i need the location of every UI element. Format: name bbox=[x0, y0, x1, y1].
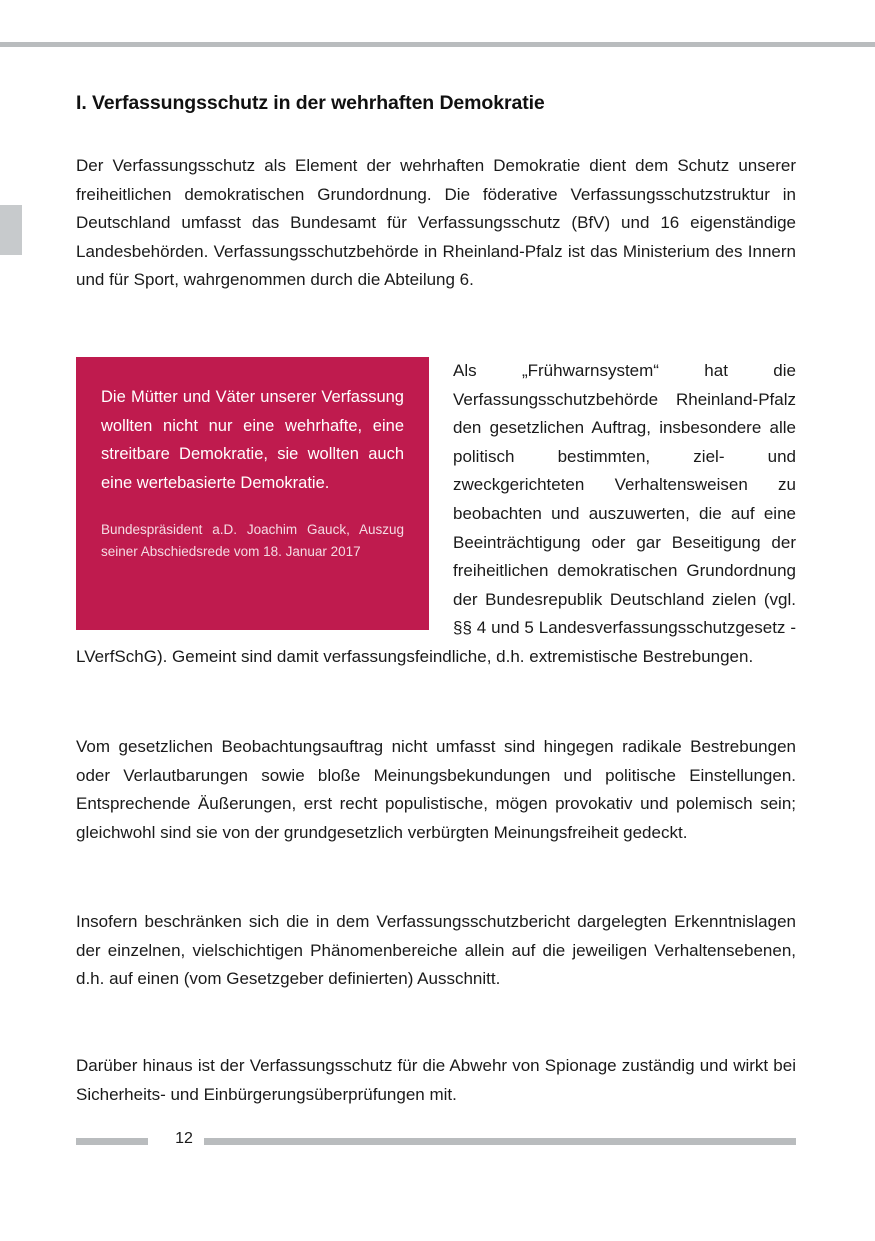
pull-quote-box bbox=[76, 357, 429, 630]
footer-rule-right bbox=[204, 1138, 796, 1145]
paragraph-three: Vom gesetzlichen Beobachtungsauftrag nicht umfasst sind hingegen radikale Bestrebungen oder Verlautbarungen sowie bloße Meinungsbekundungen und politische Einstellungen. Entsprechende Äußerungen, erst recht populistische, mögen provokativ und polemisch sein; gleichwohl sind sie von der grundgesetzlich verbürgten Meinungsfreiheit gedeckt. bbox=[76, 737, 796, 842]
page-footer bbox=[76, 1130, 796, 1151]
page-edge-marker bbox=[0, 205, 22, 255]
top-rule-divider bbox=[0, 42, 875, 47]
paragraph-five: Darüber hinaus ist der Verfassungsschutz für die Abwehr von Spionage zuständig und wirkt bei Sicherheits- und Einbürgerungsüberprüfungen mit. bbox=[76, 1056, 796, 1104]
paragraph-four: Insofern beschränken sich die in dem Verfassungsschutzbericht dargelegten Erkenntnislagen der einzelnen, vielschichtigen Phänomenbereiche allein auf die jeweiligen Verhaltensebenen, d.h. auf einen (vom Gesetzgeber definierten) Ausschnitt. bbox=[76, 912, 796, 989]
paragraph-flow-around-quote: Als „Frühwarnsystem“ hat die Verfassungsschutzbehörde Rheinland-Pfalz den gesetzlichen Auftrag, insbesondere alle politisch bestimmten, ziel- und zweckgerichteten Verhaltensweisen zu beobachten und auszuwerten, die auf eine Beeinträchtigung oder gar Beseitigung der freiheitlichen demokratischen Grundordnung der Bundesrepublik Deutschland zielen (vgl. §§ 4 und 5 Landesverfassungsschutzgesetz - LVerfSchG). Gemeint sind damit verfassungsfeindliche, d.h. extremistische Bestrebungen. bbox=[76, 361, 796, 666]
footer-rule-left bbox=[76, 1138, 148, 1145]
pull-quote-text: Die Mütter und Väter unserer Verfassung wollten nicht nur eine wehrhafte, eine streitbare Demokratie, sie wollten auch eine wertebasierte Demokratie. bbox=[101, 388, 404, 492]
pull-quote-attribution: Bundespräsident a.D. Joachim Gauck, Auszug seiner Abschiedsrede vom 18. Januar 2017 bbox=[101, 522, 404, 559]
page-title: I. Verfassungsschutz in der wehrhaften Demokratie bbox=[76, 92, 545, 114]
page-number: 12 bbox=[175, 1130, 193, 1147]
quote-and-flow-block bbox=[76, 357, 796, 672]
paragraph-intro: Der Verfassungsschutz als Element der wehrhaften Demokratie dient dem Schutz unserer freiheitlichen demokratischen Grundordnung. Die föderative Verfassungsschutzstruktur in Deutschland umfasst das Bundesamt für Verfassungsschutz (BfV) und 16 eigenständige Landesbehörden. Verfassungsschutzbehörde in Rheinland-Pfalz ist das Ministerium des Innern und für Sport, wahrgenommen durch die Abteilung 6. bbox=[76, 156, 796, 290]
